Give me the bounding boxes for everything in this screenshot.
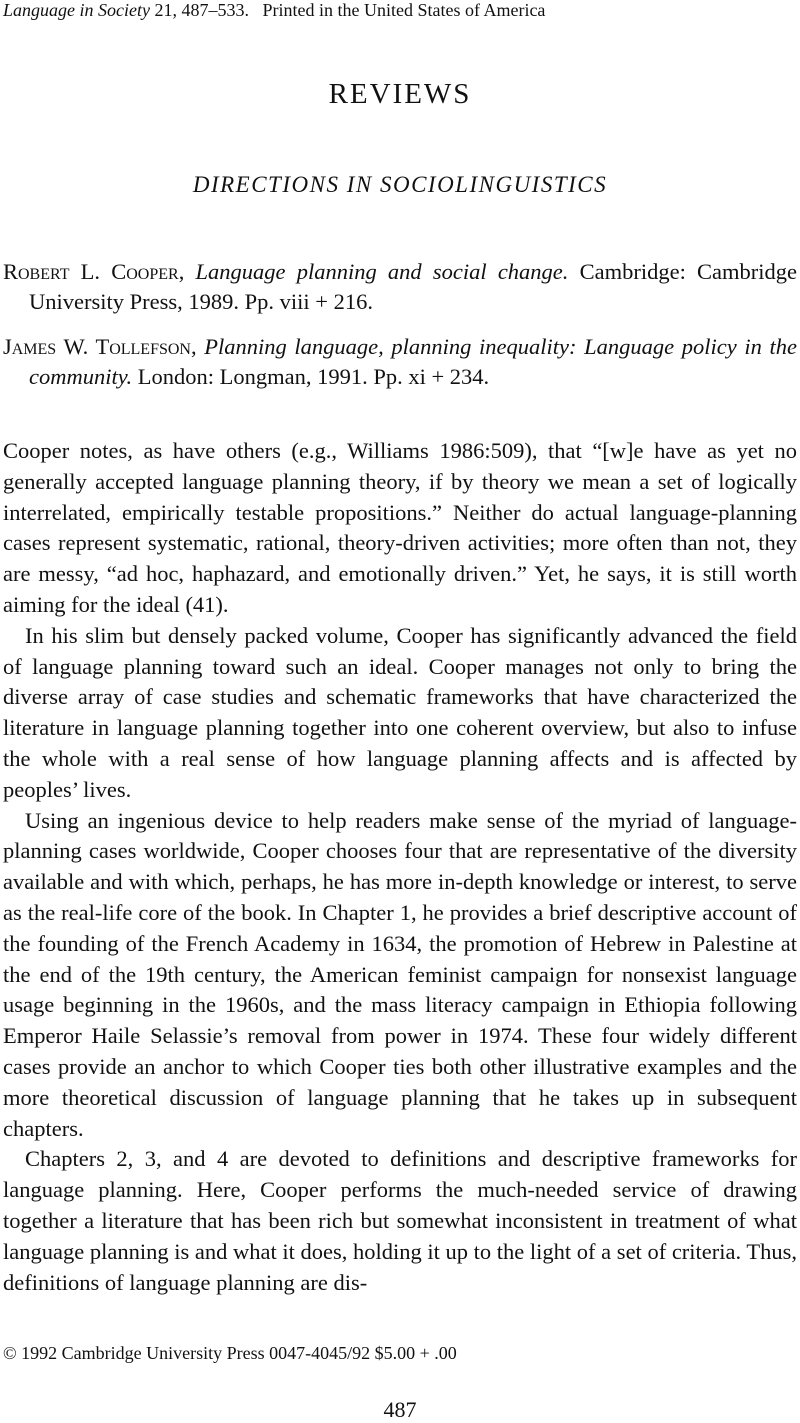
body-paragraph: Cooper notes, as have others (e.g., Williams 1986:509), that “[w]e have as yet no generally accepted language planning theory, if by theory we mean a set of logically interrelated, empirically testable propositions.” Neither do actual language-planning cases represent systematic, rational, theory-driven activities; more often than not, they are messy, “ad hoc, haphazard, and emotionally driven.” Yet, he says, it is still worth aiming for the ideal (41). [3, 438, 797, 617]
printed-notice: Printed in the United States of America [262, 0, 546, 20]
body-paragraph: Using an ingenious device to help readers make sense of the myriad of language-planning cases worldwide, Cooper chooses four that are representative of the diversity available and with which, perhaps, he has more in-depth knowledge or interest, to serve as the real-life core of the book. In Chapter 1, he provides a brief descriptive account of the founding of the French Academy in 1634, the promotion of Hebrew in Palestine at the end of the 19th century, the American feminist campaign for nonsexist language usage beginning in the 1960s, and the mass literacy campaign in Ethiopia following Emperor Haile Selassie’s removal from power in 1974. These four widely different cases provide an anchor to which Cooper ties both other illustrative examples and the more theoretical discussion of language planning that he takes up in subsequent chapters. [3, 807, 797, 1141]
book-title: Language planning and social change. [195, 259, 569, 284]
book-details: Cambridge: Cambridge University Press, 1989. Pp. viii + 216. [29, 259, 798, 314]
running-head [3, 0, 545, 21]
journal-name: Language in Society [3, 0, 150, 20]
page-heading: REVIEWS [328, 78, 472, 110]
reviewed-books [3, 257, 797, 407]
book-details: London: Longman, 1991. Pp. xi + 234. [137, 364, 490, 389]
review-body [3, 436, 797, 1298]
book-author: Robert L. Cooper, [3, 259, 185, 284]
book-author: James W. Tollefson, [3, 334, 197, 359]
body-paragraph: Chapters 2, 3, and 4 are devoted to definitions and descriptive frameworks for language planning. Here, Cooper performs the much-needed service of drawing together a literature that has been rich but somewhat inconsistent in treatment of what language planning is and what it does, holding it up to the light of a set of criteria. Thus, definitions of language planning are dis- [3, 1146, 797, 1295]
book-title: Planning language, planning inequality: Language policy in the community. [29, 334, 798, 389]
journal-citation: 21, 487–533. [149, 0, 249, 20]
book-reference [3, 332, 797, 392]
page-number: 487 [383, 1397, 417, 1422]
body-paragraph: In his slim but densely packed volume, Cooper has significantly advanced the field of language planning toward such an ideal. Cooper manages not only to bring the diverse array of case studies and schematic frameworks that have characterized the literature in language planning together into one coherent overview, but also to infuse the whole with a real sense of how language planning affects and is affected by peoples’ lives. [3, 622, 797, 802]
book-reference [3, 257, 797, 317]
section-title: DIRECTIONS IN SOCIOLINGUISTICS [192, 172, 608, 197]
copyright-line: © 1992 Cambridge University Press 0047-4045/92 $5.00 + .00 [3, 1343, 457, 1363]
